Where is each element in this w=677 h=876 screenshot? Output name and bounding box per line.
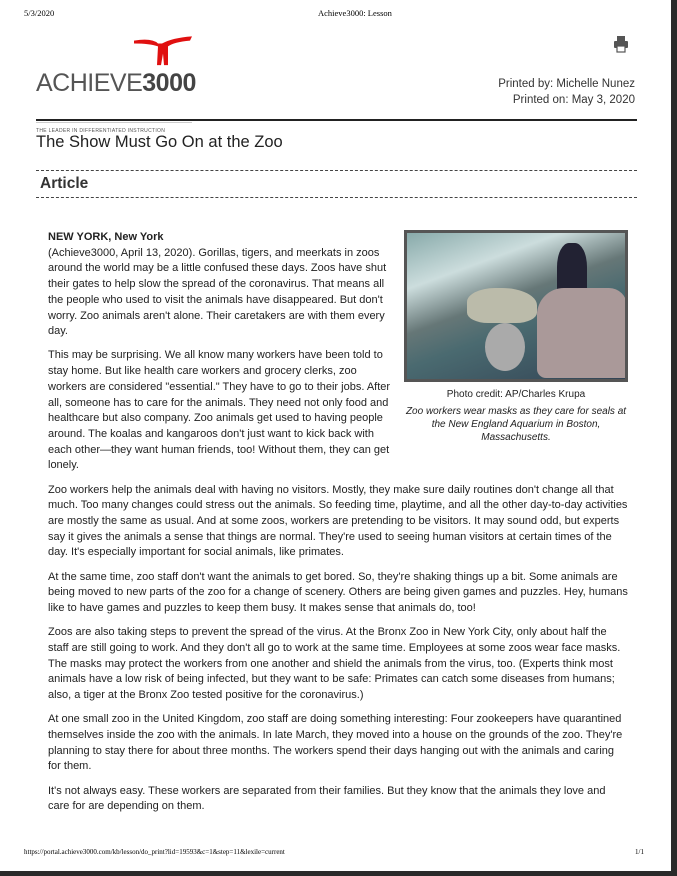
print-url: https://portal.achieve3000.com/kb/lesson/do_print?lid=19593&c=1&step=11&lexile=current bbox=[24, 848, 285, 856]
paragraph-text: (Achieve3000, April 13, 2020). Gorillas, tigers, and meerkats in zoos around the world may be a little confused these days. Zoos have shut their gates to help slow the spread of the coronavirus. That means all the people who used to visit the animals have disappeared. But don't worry. Zoo animals aren't alone. Their caretakers are with them every day. bbox=[48, 246, 387, 338]
viewer-edge bbox=[671, 0, 677, 876]
paragraph: Zoos are also taking steps to prevent the spread of the virus. At the Bronx Zoo in New York City, only about half the staff are still going to work. And they don't all go to work at the same time. Employees at some zoos wear face masks. The masks may protect the workers from one another and shield the animals from the virus, too. (Experts think most animals have a low risk of being infected, but they want to be safe: Primates can catch some diseases from humans; also, a tiger at the Bronx Zoo tested positive for the coronavirus.) bbox=[48, 626, 621, 701]
printed-on: Printed on: May 3, 2020 bbox=[512, 94, 635, 106]
section-divider bbox=[36, 197, 637, 198]
logo-text-light: ACHIEVE bbox=[36, 69, 143, 97]
printed-by: Printed by: Michelle Nunez bbox=[498, 78, 635, 90]
paragraph: At one small zoo in the United Kingdom, zoo staff are doing something interesting: Four zookeepers have quarantined themselves inside the zoo with the animals. In late March, they moved into a house on the grounds of the zoo. They're planning to stay there for about three months. The workers spend their days hanging out with the animals and caring for them. bbox=[48, 713, 623, 773]
paragraph bbox=[48, 230, 394, 340]
paragraph: At the same time, zoo staff don't want the animals to get bored. So, they're shaking things up a bit. Some animals are being moved to new parts of the zoo for a change of scenery. Others are being given games and puzzles. Hey, humans like to have games and puzzles to keep them busy. It makes sense that animals do, too! bbox=[48, 570, 628, 614]
lesson-title: The Show Must Go On at the Zoo bbox=[36, 133, 283, 151]
page-number: 1/1 bbox=[635, 848, 644, 856]
intro-row bbox=[48, 230, 628, 474]
header-rule bbox=[36, 119, 637, 121]
print-icon[interactable] bbox=[612, 35, 630, 58]
print-page-title: Achieve3000: Lesson bbox=[318, 8, 392, 18]
logo-divider bbox=[36, 122, 192, 123]
print-info bbox=[498, 76, 635, 108]
achieve3000-logo bbox=[36, 32, 206, 134]
viewer-edge-bottom bbox=[0, 871, 677, 876]
article-body bbox=[48, 230, 628, 823]
logo-figure-icon bbox=[132, 32, 196, 68]
paragraph: This may be surprising. We all know many workers have been told to stay home. But like health care workers and grocery clerks, zoo workers are considered "essential." They have to go to their jobs. After all, someone has to care for the animals. They need not only food and healthcare but also company. Zoo animals get used to having people around. The koalas and kangaroos don't just want to kick back with each other—they want human friends, too! Without them, they can get lonely. bbox=[48, 349, 391, 472]
article-photo bbox=[404, 230, 628, 382]
paragraph: It's not always easy. These workers are separated from their families. But they know that the animals they love and care for are depending on them. bbox=[48, 784, 606, 813]
section-heading: Article bbox=[40, 175, 89, 192]
dateline: NEW YORK, New York bbox=[48, 231, 164, 243]
paragraph: Zoo workers help the animals deal with having no visitors. Mostly, they make sure daily routines don't change all that much. Too many changes could stress out the animals. So feeding time, playtime, and all the other day-to-day activities are mostly the same as usual. And at some zoos, workers are pretending to be visitors. It may sound odd, but experts say it gives the animals a sense that things are normal. They're used to seeing human visitors at certain times of the day. It's especially important for social animals, like primates. bbox=[48, 483, 628, 559]
logo-text-bold: 3000 bbox=[142, 69, 196, 97]
section-divider bbox=[36, 170, 637, 171]
print-date: 5/3/2020 bbox=[24, 8, 55, 18]
logo-tagline: THE LEADER IN DIFFERENTIATED INSTRUCTION bbox=[36, 128, 166, 134]
photo-caption: Zoo workers wear masks as they care for seals at the New England Aquarium in Boston, Massachusetts. bbox=[405, 406, 627, 443]
intro-column bbox=[48, 230, 394, 474]
article-figure bbox=[404, 230, 628, 444]
photo-credit: Photo credit: AP/Charles Krupa bbox=[446, 389, 586, 400]
